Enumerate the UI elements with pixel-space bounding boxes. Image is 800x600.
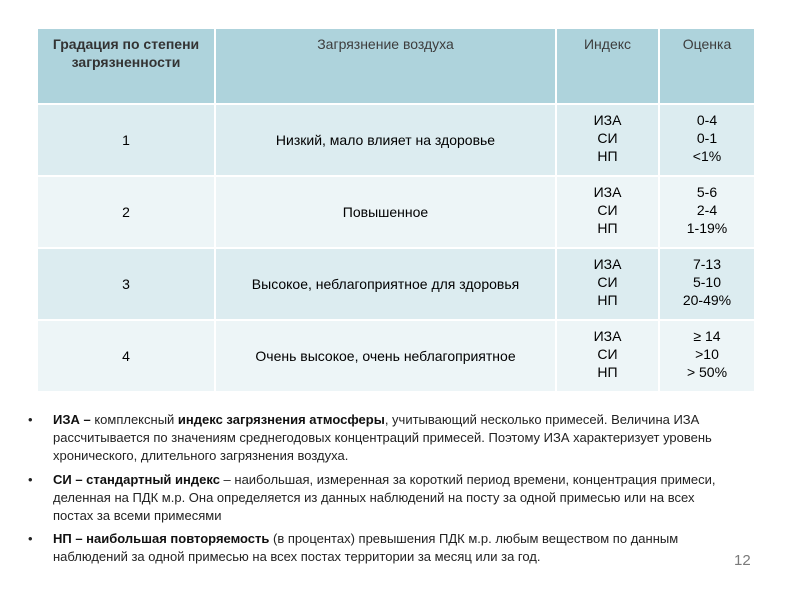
gradation-table [36,27,756,393]
grade-cell: 3 [37,248,215,320]
index-cell [556,248,659,320]
grade-cell: 1 [37,104,215,176]
pollution-cell: Низкий, мало влияет на здоровье [215,104,556,176]
header-pollution: Загрязнение воздуха [215,28,556,104]
table-row [37,104,755,176]
definition-term: ИЗА – [53,412,91,427]
score-cell [659,176,755,248]
table-row [37,320,755,392]
definition-si [28,471,734,526]
bullet-icon: • [28,412,33,427]
definition-text: , учитывающий несколько примесей. Величина ИЗА рассчитывается по значениям среднегодовых концентраций примесей. Поэтому ИЗА характеризует уровень хронического, длительного загрязнения воздуха. [53,412,712,464]
definition-iza [28,411,734,466]
index-value: НП [597,148,618,164]
score-value: 0-4 [696,112,718,128]
grade-cell: 2 [37,176,215,248]
index-value: ИЗА [593,256,622,272]
definition-np [28,530,734,566]
score-value: 0-1 [696,130,718,146]
score-cell [659,248,755,320]
score-cell [659,104,755,176]
score-value: 5-6 [696,184,718,200]
bullet-icon: • [28,531,33,547]
index-value: СИ [597,274,618,290]
index-value: ИЗА [593,112,622,128]
index-value: НП [597,364,618,380]
index-value: НП [597,292,618,308]
score-value: <1% [692,148,722,164]
index-value: ИЗА [593,328,622,344]
score-cell [659,320,755,392]
table-header-row [37,28,755,104]
header-score: Оценка [659,28,755,104]
index-value: СИ [597,130,618,146]
grade-cell: 4 [37,320,215,392]
definition-text: (в процентах) превышения ПДК м.р. любым веществом по данным наблюдений за одной примесью на всех постах территории за месяц или за год. [53,531,679,565]
score-value: > 50% [686,364,728,380]
definition-text: – наибольшая, измеренная за короткий период времени, концентрация примеси, деленная на ПДК м.р. Она определяется из данных наблюдений на посту за одной примесью или на всех постах за всеми примесями [53,471,716,524]
index-value: ИЗА [593,184,622,200]
score-value: 7-13 [692,256,722,272]
score-value: ≥ 14 [693,328,721,344]
table-row [37,176,755,248]
header-gradation: Градация по степени загрязненности [37,28,215,104]
score-value: 20-49% [682,292,732,308]
page-number: 12 [734,552,751,569]
definition-term: НП – наибольшая повторяемость [53,531,270,547]
definition-term-emphasis: индекс загрязнения атмосферы [177,412,385,427]
pollution-cell: Повышенное [215,176,556,248]
score-value: 5-10 [692,274,722,290]
index-value: НП [597,220,618,236]
definitions-list [28,411,734,572]
bullet-icon: • [28,471,33,487]
table-row [37,248,755,320]
definition-text: комплексный [90,412,178,427]
definition-term: СИ – стандартный индекс [53,471,220,487]
index-value: СИ [597,202,618,218]
index-cell [556,176,659,248]
score-value: 2-4 [696,202,718,218]
pollution-cell: Высокое, неблагоприятное для здоровья [215,248,556,320]
score-value: >10 [695,346,719,362]
index-value: СИ [597,346,618,362]
score-value: 1-19% [686,220,728,236]
header-index: Индекс [556,28,659,104]
pollution-cell: Очень высокое, очень неблагоприятное [215,320,556,392]
index-cell [556,320,659,392]
index-cell [556,104,659,176]
